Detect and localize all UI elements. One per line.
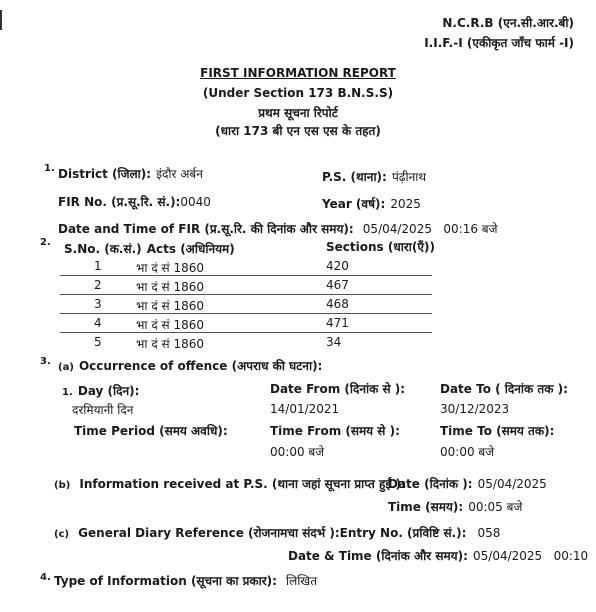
sub-c-label: (c) (54, 529, 70, 540)
table-row (60, 276, 432, 295)
info-date-label: Date (दिनांक ): (388, 477, 473, 491)
info-time-value: 00:05 बजे (468, 500, 523, 514)
district-label: District (जिला): (58, 167, 152, 181)
item-1-number: 1. (44, 163, 55, 174)
col-sno: S.No. (क.सं.) (64, 242, 142, 256)
scan-edge-mark (0, 10, 2, 30)
subtitle-hindi: प्रथम सूचना रिपोर्ट (258, 106, 338, 120)
fir-label: FIR No. (प्र.सू.रि. सं.): (58, 195, 181, 209)
row-act: भा दं सं 1860 (136, 318, 205, 332)
row-sno: 3 (94, 297, 102, 311)
row-sno: 1 (94, 259, 102, 273)
gd-datetime-label: Date & Time (दिनांक और समय): (288, 549, 468, 563)
fir-value: 0040 (180, 195, 211, 209)
police-station-field (322, 166, 426, 185)
ps-label: P.S. (थाना): (322, 170, 387, 184)
time-from-label: Time From (समय से ): (270, 424, 400, 438)
year-value: 2025 (390, 197, 421, 211)
row-sno: 5 (94, 335, 102, 349)
time-period-label: Time Period (समय अवधि): (74, 424, 228, 438)
table-row (60, 333, 432, 351)
sub-b-label: (b) (54, 480, 71, 491)
row-act: भा दं सं 1860 (136, 337, 205, 351)
day-value: दरमियानी दिन (72, 403, 134, 417)
item-2-number: 2. (40, 237, 51, 248)
gd-entry-value: 058 (477, 526, 501, 540)
time-to-value: 00:00 बजे (440, 445, 495, 459)
col-acts: Acts (अधिनियम) (146, 242, 235, 256)
time-to-label: Time To (समय तक): (440, 424, 555, 438)
info-date-value: 05/04/2025 (477, 477, 547, 491)
district-value: इंदौर अर्बन (156, 167, 203, 181)
gd-label: General Diary Reference (रोजनामचा संदर्भ ):Entry No. (प्रविष्टि सं.): (78, 526, 467, 540)
row-act: भा दं सं 1860 (136, 299, 205, 313)
year-field (322, 193, 421, 212)
subtitle-english: (Under Section 173 B.N.S.S) (202, 86, 394, 100)
occurrence-heading (58, 355, 322, 374)
table-row (60, 314, 432, 333)
sub-a-label: (a) (58, 362, 74, 373)
page-title: FIRST INFORMATION REPORT (200, 66, 396, 80)
row-section: 420 (326, 259, 349, 273)
acts-table-header (64, 238, 235, 257)
row-section: 471 (326, 316, 349, 330)
type-label: Type of Information (सूचना का प्रकार): (54, 574, 277, 588)
row-act: भा दं सं 1860 (136, 261, 205, 275)
type-of-information-field (54, 570, 317, 589)
fir-datetime-label: Date and Time of FIR (प्र.सू.रि. की दिनांक और समय): (58, 222, 354, 236)
row-sno: 2 (94, 278, 102, 292)
date-to-value: 30/12/2023 (440, 402, 510, 416)
day-field (62, 380, 139, 399)
type-value: लिखित (286, 574, 318, 588)
info-time-field (388, 496, 522, 515)
iif-label: I.I.F.-I (एकीकृत जाँच फार्म -I) (424, 36, 574, 50)
info-received-label: Information received at P.S. (थाना जहां सूचना प्राप्त हुई ): (79, 477, 406, 491)
date-from-label: Date From (दिनांक से ): (270, 382, 406, 396)
year-label: Year (वर्ष): (322, 197, 386, 211)
gd-datetime-field (288, 545, 588, 564)
row-section: 467 (326, 278, 349, 292)
day-number: 1. (62, 387, 73, 398)
row-section: 468 (326, 297, 349, 311)
occurrence-label: Occurrence of offence (अपराध की घटना): (78, 359, 323, 373)
time-from-value: 00:00 बजे (270, 445, 325, 459)
ncrb-label: N.C.R.B (एन.सी.आर.बी) (442, 16, 574, 30)
table-row (60, 257, 432, 276)
row-act: भा दं सं 1860 (136, 280, 205, 294)
info-received-field (54, 473, 406, 492)
gd-datetime-value: 05/04/2025 00:10 (473, 549, 589, 563)
info-time-label: Time (समय): (388, 500, 464, 514)
date-to-label: Date To ( दिनांक तक ): (440, 382, 568, 396)
fir-number-field (58, 191, 211, 210)
date-from-value: 14/01/2021 (270, 402, 340, 416)
fir-datetime-value: 05/04/2025 00:16 बजे (362, 222, 498, 236)
district-field (58, 163, 203, 182)
fir-datetime-field (58, 218, 498, 237)
item-3-number: 3. (40, 356, 51, 367)
day-label: Day (दिन): (77, 384, 140, 398)
item-4-number: 4. (40, 572, 51, 583)
col-sections: Sections (धारा(एँ)) (326, 240, 435, 254)
info-date-field (388, 473, 547, 492)
ps-value: पंढ़ीनाथ (391, 170, 427, 184)
general-diary-field (54, 522, 500, 541)
row-section: 34 (326, 335, 342, 349)
subtitle-hindi-section: (धारा 173 बी एन एस एस के तहत) (215, 124, 381, 138)
row-sno: 4 (94, 316, 102, 330)
table-row (60, 295, 432, 314)
